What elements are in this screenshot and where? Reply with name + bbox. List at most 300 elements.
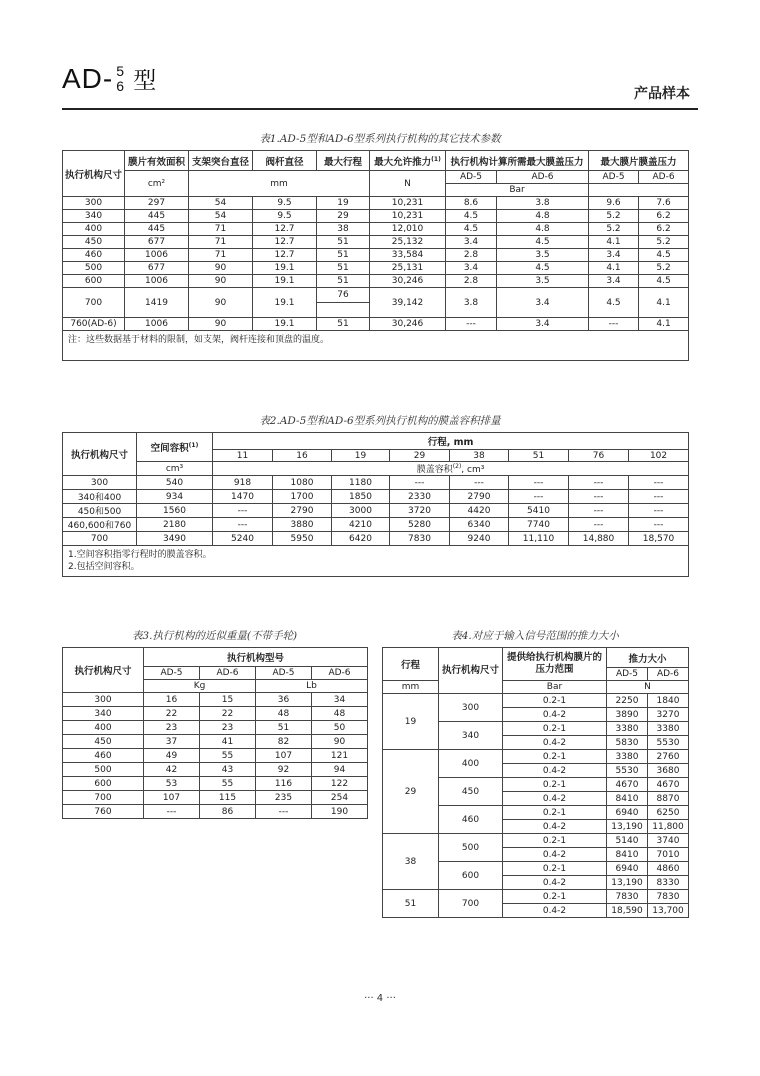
t4-cell: 0.4-2 bbox=[503, 764, 607, 778]
t1-cell: 677 bbox=[125, 262, 189, 275]
t3-cell: 115 bbox=[200, 791, 256, 805]
t1-cell: 71 bbox=[189, 249, 253, 262]
t2-note-1: 1.空间容积指零行程时的膜盖容积。 bbox=[68, 550, 212, 560]
table-row bbox=[63, 249, 689, 262]
t4-cell: 8410 bbox=[607, 792, 648, 806]
t1-note: 注：这些数据基于材料的限制，如支架，阀杆连接和顶盘的温度。 bbox=[63, 331, 689, 361]
t1-cell: 12.7 bbox=[253, 223, 317, 236]
t3-cell: 50 bbox=[312, 721, 368, 735]
t1-row700-size: 700 bbox=[63, 288, 125, 318]
t3-cell: 48 bbox=[256, 707, 312, 721]
table1-caption: 表1.AD-5型和AD-6型系列执行机构的其它技术参数 bbox=[259, 133, 501, 145]
t4-cell: 0.2-1 bbox=[503, 834, 607, 848]
table-row bbox=[63, 275, 689, 288]
t2-clearance-mark: (1) bbox=[188, 441, 199, 449]
t1-cell: 25,132 bbox=[370, 236, 446, 249]
t2-cell: 300 bbox=[63, 476, 137, 490]
t4-header-range: 提供给执行机构膜片的压力范围 bbox=[503, 648, 607, 681]
t4-size: 300 bbox=[439, 694, 503, 722]
t4-cell: 0.4-2 bbox=[503, 820, 607, 834]
t1-cell: 1006 bbox=[125, 275, 189, 288]
title-tail: 型 bbox=[133, 67, 158, 93]
t3-cell: 190 bbox=[312, 805, 368, 819]
t4-unit-bar: Bar bbox=[503, 681, 607, 694]
t4-cell: 2250 bbox=[607, 694, 648, 708]
t2-header-travel: 行程, mm bbox=[213, 433, 689, 450]
t3-sub-ad6-kg: AD-6 bbox=[200, 667, 256, 680]
t2-cell: 700 bbox=[63, 532, 137, 546]
t2-travel-value: 38 bbox=[450, 450, 509, 462]
t3-cell: 37 bbox=[144, 735, 200, 749]
t2-cell: --- bbox=[450, 476, 509, 490]
t1-cell: 677 bbox=[125, 236, 189, 249]
t1-cell: 19.1 bbox=[253, 318, 317, 331]
t1-cell: 600 bbox=[63, 275, 125, 288]
t1-cell: 29 bbox=[317, 210, 370, 223]
t2-cell: --- bbox=[569, 476, 629, 490]
t2-cell: 1180 bbox=[332, 476, 390, 490]
t2-displacement-unit: , cm³ bbox=[461, 465, 485, 475]
t3-sub-ad6-lb: AD-6 bbox=[312, 667, 368, 680]
t4-size: 460 bbox=[439, 806, 503, 834]
t1-cell: 3.4 bbox=[589, 275, 639, 288]
t3-cell: 700 bbox=[63, 791, 144, 805]
t3-cell: 22 bbox=[144, 707, 200, 721]
t3-sub-ad5-lb: AD-5 bbox=[256, 667, 312, 680]
t4-cell: 7010 bbox=[648, 848, 689, 862]
t1-row700-stem: 19.1 bbox=[253, 288, 317, 318]
t2-cell: --- bbox=[569, 490, 629, 504]
t3-cell: 450 bbox=[63, 735, 144, 749]
t2-travel-value: 11 bbox=[213, 450, 273, 462]
table2-caption: 表2.AD-5型和AD-6型系列执行机构的膜盖容积排量 bbox=[259, 415, 501, 427]
t2-cell: 2330 bbox=[390, 490, 450, 504]
table-row bbox=[383, 834, 689, 848]
t3-cell: 600 bbox=[63, 777, 144, 791]
t1-header-travel: 最大行程 bbox=[317, 151, 370, 171]
t1-cell: 90 bbox=[189, 275, 253, 288]
t1-header-stem: 阀杆直径 bbox=[253, 151, 317, 171]
t3-cell: 15 bbox=[200, 693, 256, 707]
t1-cell: 71 bbox=[189, 236, 253, 249]
t2-cell: 4420 bbox=[450, 504, 509, 518]
t4-header-travel: 行程 bbox=[383, 648, 439, 681]
t2-cell: 7740 bbox=[509, 518, 569, 532]
t2-cell: 2790 bbox=[273, 504, 332, 518]
t1-cell: 19.1 bbox=[253, 262, 317, 275]
t4-cell: 11,800 bbox=[648, 820, 689, 834]
t1-cell: 460 bbox=[63, 249, 125, 262]
t1-cell: 4.8 bbox=[497, 210, 589, 223]
t1-body-last bbox=[63, 318, 689, 331]
page-number: ··· 4 ··· bbox=[364, 993, 396, 1004]
t1-note-mark: (1) bbox=[431, 155, 441, 163]
t4-cell: 6940 bbox=[607, 862, 648, 876]
t4-cell: 0.4-2 bbox=[503, 792, 607, 806]
t1-cell: 450 bbox=[63, 236, 125, 249]
table-row bbox=[63, 735, 368, 749]
t4-travel: 29 bbox=[383, 750, 439, 834]
t1-body bbox=[63, 197, 689, 288]
table-row bbox=[63, 262, 689, 275]
title-main: AD- bbox=[62, 63, 114, 94]
t3-cell: 34 bbox=[312, 693, 368, 707]
t1-row700-p2: 3.4 bbox=[497, 288, 589, 318]
table-row bbox=[63, 777, 368, 791]
table1-tech-params bbox=[62, 150, 689, 361]
t1-cell: 51 bbox=[317, 236, 370, 249]
t2-header-size: 执行机构尺寸 bbox=[63, 433, 137, 476]
t4-cell: 7830 bbox=[607, 890, 648, 904]
table-row bbox=[63, 532, 689, 546]
t3-cell: 122 bbox=[312, 777, 368, 791]
t1-cell: 54 bbox=[189, 197, 253, 210]
page-header bbox=[0, 0, 760, 115]
t2-travel-value: 51 bbox=[509, 450, 569, 462]
t1-cell: 19.1 bbox=[253, 275, 317, 288]
t1-cell: --- bbox=[446, 318, 497, 331]
t4-travel: 19 bbox=[383, 694, 439, 750]
table3-caption: 表3.执行机构的近似重量(不带手轮) bbox=[131, 630, 298, 642]
t1-row700-travel-b bbox=[317, 303, 369, 317]
t1-cell: 3.5 bbox=[497, 249, 589, 262]
t1-cell: 4.5 bbox=[639, 249, 689, 262]
t2-cell: --- bbox=[629, 518, 689, 532]
t1-cell: --- bbox=[589, 318, 639, 331]
table3-weights bbox=[62, 647, 368, 819]
t3-cell: 90 bbox=[312, 735, 368, 749]
t2-cell: --- bbox=[569, 504, 629, 518]
t1-header-thrust bbox=[370, 151, 446, 171]
t4-cell: 8330 bbox=[648, 876, 689, 890]
t2-cell: 340和400 bbox=[63, 490, 137, 504]
t3-cell: 86 bbox=[200, 805, 256, 819]
t2-unit-cm3: cm³ bbox=[137, 462, 213, 476]
t2-cell: 3880 bbox=[273, 518, 332, 532]
t3-sub-ad5-kg: AD-5 bbox=[144, 667, 200, 680]
t1-cell: 5.2 bbox=[589, 210, 639, 223]
t3-cell: 49 bbox=[144, 749, 200, 763]
t3-cell: 500 bbox=[63, 763, 144, 777]
t4-cell: 3740 bbox=[648, 834, 689, 848]
t4-cell: 18,590 bbox=[607, 904, 648, 918]
t1-cell: 90 bbox=[189, 262, 253, 275]
t1-cell: 5.2 bbox=[589, 223, 639, 236]
t1-row700-travel bbox=[317, 288, 370, 318]
title-superscript: 5 bbox=[116, 63, 126, 79]
t1-unit-blank bbox=[589, 184, 689, 197]
t1-header-thrust-text: 最大允许推力 bbox=[374, 156, 432, 168]
t4-size: 500 bbox=[439, 834, 503, 862]
t1-cell: 51 bbox=[317, 318, 370, 331]
t4-cell: 0.4-2 bbox=[503, 848, 607, 862]
t4-cell: 0.4-2 bbox=[503, 708, 607, 722]
t3-cell: 55 bbox=[200, 749, 256, 763]
t4-body bbox=[383, 694, 689, 918]
t2-cell: --- bbox=[569, 518, 629, 532]
t1-cell: 760(AD-6) bbox=[63, 318, 125, 331]
t2-header-displacement bbox=[213, 462, 689, 476]
t3-cell: 23 bbox=[200, 721, 256, 735]
page-title bbox=[62, 62, 157, 95]
t4-cell: 3380 bbox=[648, 722, 689, 736]
t1-row700-thrust: 39,142 bbox=[370, 288, 446, 318]
t4-cell: 0.2-1 bbox=[503, 722, 607, 736]
t1-cell: 2.8 bbox=[446, 275, 497, 288]
t1-header-area: 膜片有效面积 bbox=[125, 151, 189, 171]
t1-cell: 9.6 bbox=[589, 197, 639, 210]
t2-cell: 2180 bbox=[137, 518, 213, 532]
t2-cell: 1560 bbox=[137, 504, 213, 518]
t4-cell: 1840 bbox=[648, 694, 689, 708]
table-row bbox=[63, 749, 368, 763]
t1-cell: 54 bbox=[189, 210, 253, 223]
t1-cell: 6.2 bbox=[639, 210, 689, 223]
t2-cell: --- bbox=[509, 490, 569, 504]
t1-cell: 7.6 bbox=[639, 197, 689, 210]
t4-header-thrust: 推力大小 bbox=[607, 648, 689, 668]
t2-cell: 5240 bbox=[213, 532, 273, 546]
t1-cell: 4.5 bbox=[497, 236, 589, 249]
t3-cell: 36 bbox=[256, 693, 312, 707]
t4-cell: 3890 bbox=[607, 708, 648, 722]
table-row bbox=[63, 518, 689, 532]
t1-cell: 400 bbox=[63, 223, 125, 236]
t1-cell: 51 bbox=[317, 262, 370, 275]
t1-cell: 51 bbox=[317, 249, 370, 262]
t3-cell: 82 bbox=[256, 735, 312, 749]
t3-cell: 400 bbox=[63, 721, 144, 735]
t1-cell: 71 bbox=[189, 223, 253, 236]
t3-cell: 254 bbox=[312, 791, 368, 805]
t1-cell: 8.6 bbox=[446, 197, 497, 210]
t4-cell: 0.2-1 bbox=[503, 694, 607, 708]
t4-cell: 2760 bbox=[648, 750, 689, 764]
t1-row700-p3: 4.5 bbox=[589, 288, 639, 318]
t3-cell: 43 bbox=[200, 763, 256, 777]
table-row bbox=[63, 805, 368, 819]
header-divider bbox=[62, 108, 698, 110]
t1-header-max-pressure: 最大膜片膜盖压力 bbox=[589, 151, 689, 171]
table4-thrust bbox=[382, 647, 689, 918]
t2-travel-value: 76 bbox=[569, 450, 629, 462]
table4-caption: 表4.对应于输入信号范围的推力大小 bbox=[451, 630, 619, 642]
t1-cell: 3.8 bbox=[497, 197, 589, 210]
t2-travel-value: 16 bbox=[273, 450, 332, 462]
t4-cell: 5140 bbox=[607, 834, 648, 848]
t3-cell: 300 bbox=[63, 693, 144, 707]
t1-header-boss: 支架突台直径 bbox=[189, 151, 253, 171]
t2-cell: --- bbox=[629, 476, 689, 490]
t2-cell: 4210 bbox=[332, 518, 390, 532]
t4-cell: 8410 bbox=[607, 848, 648, 862]
t1-cell: 3.4 bbox=[446, 236, 497, 249]
t2-cell: 1470 bbox=[213, 490, 273, 504]
t1-cell: 30,246 bbox=[370, 318, 446, 331]
t3-cell: 92 bbox=[256, 763, 312, 777]
t2-cell: 14,880 bbox=[569, 532, 629, 546]
t1-cell: 4.1 bbox=[639, 318, 689, 331]
t2-cell: 5280 bbox=[390, 518, 450, 532]
t4-cell: 0.2-1 bbox=[503, 862, 607, 876]
t1-cell: 500 bbox=[63, 262, 125, 275]
t1-cell: 445 bbox=[125, 223, 189, 236]
t4-cell: 6940 bbox=[607, 806, 648, 820]
t4-cell: 4670 bbox=[648, 778, 689, 792]
t1-cell: 12,010 bbox=[370, 223, 446, 236]
t4-header-size: 执行机构尺寸 bbox=[439, 648, 503, 694]
t3-cell: 121 bbox=[312, 749, 368, 763]
t1-cell: 25,131 bbox=[370, 262, 446, 275]
t2-cell: --- bbox=[213, 518, 273, 532]
t1-header-size: 执行机构尺寸 bbox=[63, 151, 125, 197]
t2-travel-value: 102 bbox=[629, 450, 689, 462]
t3-unit-kg: Kg bbox=[144, 680, 256, 693]
table-row bbox=[63, 791, 368, 805]
title-model-fraction bbox=[116, 62, 130, 92]
t2-cell: 934 bbox=[137, 490, 213, 504]
t1-cell: 445 bbox=[125, 210, 189, 223]
t2-cell: 7830 bbox=[390, 532, 450, 546]
t4-size: 340 bbox=[439, 722, 503, 750]
t2-cell: 5410 bbox=[509, 504, 569, 518]
t2-cell: --- bbox=[390, 476, 450, 490]
t4-size: 450 bbox=[439, 778, 503, 806]
t1-row700-travel-a: 76 bbox=[317, 288, 369, 303]
t3-cell: 94 bbox=[312, 763, 368, 777]
t1-cell: 38 bbox=[317, 223, 370, 236]
t2-header-clearance-text: 空间容积 bbox=[150, 443, 189, 454]
t1-cell: 51 bbox=[317, 275, 370, 288]
table-row bbox=[383, 750, 689, 764]
t1-cell: 1006 bbox=[125, 249, 189, 262]
t1-cell: 5.2 bbox=[639, 262, 689, 275]
t1-cell: 3.4 bbox=[446, 262, 497, 275]
t2-body bbox=[63, 476, 689, 546]
t1-row700-p4: 4.1 bbox=[639, 288, 689, 318]
t2-cell: --- bbox=[629, 490, 689, 504]
t1-sub-ad6-b: AD-6 bbox=[639, 171, 689, 184]
t1-unit-n: N bbox=[370, 171, 446, 197]
table-row bbox=[383, 890, 689, 904]
t3-cell: 107 bbox=[256, 749, 312, 763]
t2-cell: 1700 bbox=[273, 490, 332, 504]
t1-cell: 9.5 bbox=[253, 197, 317, 210]
t4-cell: 5530 bbox=[648, 736, 689, 750]
t4-cell: 4860 bbox=[648, 862, 689, 876]
t1-sub-ad5-b: AD-5 bbox=[589, 171, 639, 184]
t2-cell: 6420 bbox=[332, 532, 390, 546]
t1-cell: 19 bbox=[317, 197, 370, 210]
table-row bbox=[63, 476, 689, 490]
t4-cell: 0.2-1 bbox=[503, 806, 607, 820]
t3-cell: 340 bbox=[63, 707, 144, 721]
t4-cell: 3380 bbox=[607, 750, 648, 764]
t2-cell: --- bbox=[629, 504, 689, 518]
t4-cell: 4670 bbox=[607, 778, 648, 792]
t1-cell: 3.5 bbox=[497, 275, 589, 288]
t3-cell: 41 bbox=[200, 735, 256, 749]
t3-cell: 22 bbox=[200, 707, 256, 721]
table-row bbox=[63, 223, 689, 236]
t2-cell: 918 bbox=[213, 476, 273, 490]
t3-cell: --- bbox=[144, 805, 200, 819]
t1-cell: 4.1 bbox=[589, 262, 639, 275]
t2-cell: 1850 bbox=[332, 490, 390, 504]
table-row bbox=[63, 721, 368, 735]
t1-header-calc-pressure: 执行机构计算所需最大膜盖压力 bbox=[446, 151, 589, 171]
t1-cell: 4.5 bbox=[497, 262, 589, 275]
t1-cell: 10,231 bbox=[370, 210, 446, 223]
t2-cell: 540 bbox=[137, 476, 213, 490]
t4-cell: 0.2-1 bbox=[503, 750, 607, 764]
catalog-label: 产品样本 bbox=[634, 86, 690, 102]
t4-cell: 0.2-1 bbox=[503, 890, 607, 904]
table-row bbox=[63, 236, 689, 249]
table-row bbox=[63, 693, 368, 707]
t1-cell: 4.5 bbox=[446, 210, 497, 223]
t4-cell: 8870 bbox=[648, 792, 689, 806]
t4-cell: 7830 bbox=[648, 890, 689, 904]
t2-cell: 3490 bbox=[137, 532, 213, 546]
t4-sub-ad5: AD-5 bbox=[607, 668, 648, 681]
t1-cell: 5.2 bbox=[639, 236, 689, 249]
t3-cell: 116 bbox=[256, 777, 312, 791]
t1-cell: 4.5 bbox=[446, 223, 497, 236]
t2-travel-value: 19 bbox=[332, 450, 390, 462]
t3-cell: 23 bbox=[144, 721, 200, 735]
t1-cell: 9.5 bbox=[253, 210, 317, 223]
t2-cell: 6340 bbox=[450, 518, 509, 532]
t4-cell: 5830 bbox=[607, 736, 648, 750]
table-row bbox=[63, 210, 689, 223]
t3-cell: 48 bbox=[312, 707, 368, 721]
t3-header-model: 执行机构型号 bbox=[144, 648, 368, 667]
t1-cell: 4.5 bbox=[639, 275, 689, 288]
t4-cell: 13,700 bbox=[648, 904, 689, 918]
t2-cell: 3000 bbox=[332, 504, 390, 518]
t4-cell: 0.4-2 bbox=[503, 876, 607, 890]
t2-cell: 9240 bbox=[450, 532, 509, 546]
t1-cell: 1006 bbox=[125, 318, 189, 331]
t4-cell: 6250 bbox=[648, 806, 689, 820]
t4-cell: 3680 bbox=[648, 764, 689, 778]
table-row bbox=[383, 694, 689, 708]
t1-cell: 2.8 bbox=[446, 249, 497, 262]
t3-cell: --- bbox=[256, 805, 312, 819]
t4-travel: 38 bbox=[383, 834, 439, 890]
t3-cell: 53 bbox=[144, 777, 200, 791]
t4-cell: 3270 bbox=[648, 708, 689, 722]
t2-cell: --- bbox=[213, 504, 273, 518]
t1-cell: 30,246 bbox=[370, 275, 446, 288]
t4-unit-mm: mm bbox=[383, 681, 439, 694]
t2-travel-value: 29 bbox=[390, 450, 450, 462]
t4-size: 700 bbox=[439, 890, 503, 918]
t1-unit-bar: Bar bbox=[446, 184, 589, 197]
t3-cell: 55 bbox=[200, 777, 256, 791]
t1-cell: 340 bbox=[63, 210, 125, 223]
t1-cell: 4.8 bbox=[497, 223, 589, 236]
table-row bbox=[63, 707, 368, 721]
t1-unit-cm2: cm² bbox=[125, 171, 189, 197]
table2-displacement bbox=[62, 432, 689, 577]
title-subscript: 6 bbox=[116, 78, 126, 94]
t2-cell: 18,570 bbox=[629, 532, 689, 546]
t3-header-size: 执行机构尺寸 bbox=[63, 648, 144, 693]
t4-cell: 13,190 bbox=[607, 820, 648, 834]
table-row bbox=[63, 504, 689, 518]
